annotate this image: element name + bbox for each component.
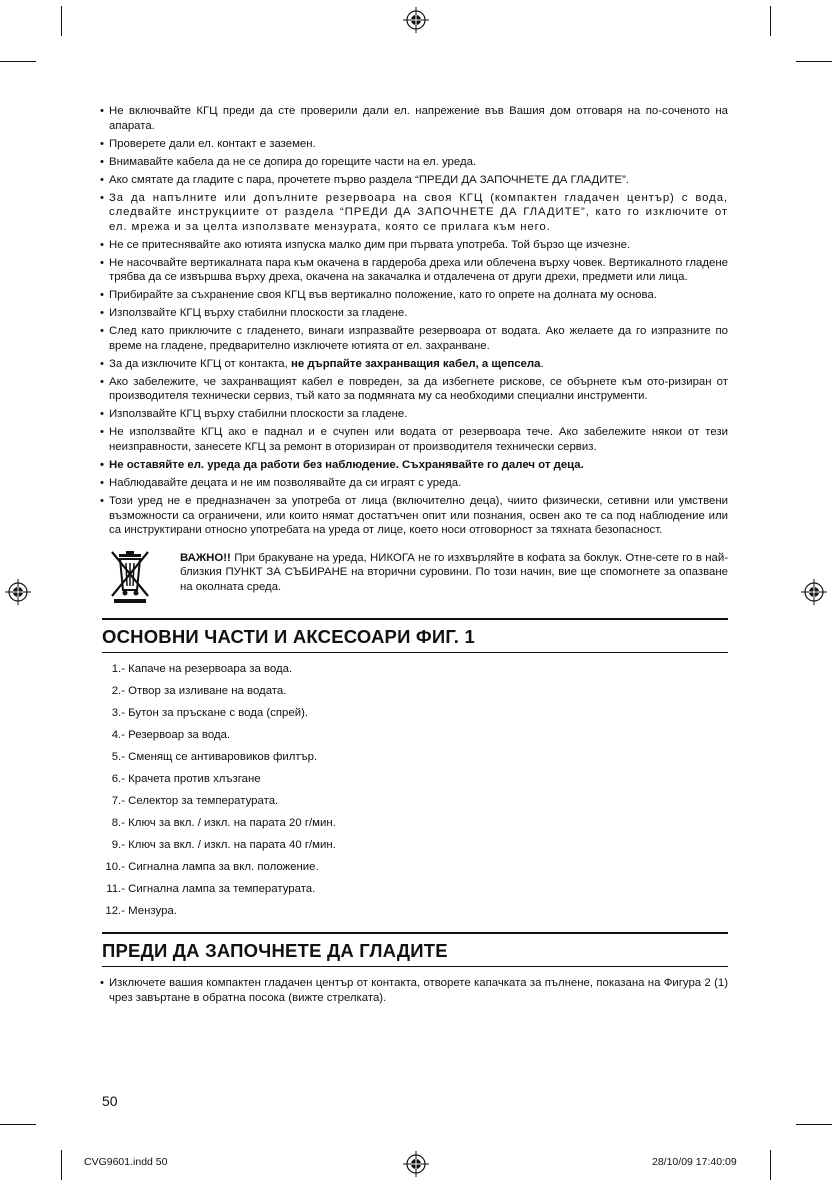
warning-item: • Не оставяйте ел. уреда да работи без наблюдение. Съхранявайте го далеч от деца.	[102, 458, 728, 473]
page-content	[102, 104, 728, 1009]
registration-mark-icon	[801, 579, 827, 605]
item-label: Сигнална лампа за температурата.	[128, 882, 316, 895]
list-item	[102, 904, 728, 919]
list-item: • Изключете вашия компактен гладачен център от контакта, отворете капачката за пълнене, показана на Фигура 2 (1) чрез завъртане в обратна посока (вижте стрелката).	[102, 976, 728, 1005]
list-item: • След като приключите с гладенето, винаги изпразвайте резервоара от водата. Ако желаете да го изпразните по време на гладене, предварително изключете ютията от ел. захранване.	[102, 324, 728, 353]
list-item	[102, 706, 728, 721]
list-item: • Този уред не е предназначен за употреба от лица (включително деца), чиито физически, сетивни или умствени възможности са ограничени, или които нямат достатъчен опит или познания, освен ако те са под наблюдение или са инструктирани относно употребата на уреда от лице, което носи отговорност за тяхната безопасност.	[102, 494, 728, 538]
weee-text	[180, 548, 728, 604]
item-number: 3.-	[111, 706, 125, 719]
weee-body: При бракуване на уреда, НИКОГА не го изхвърляйте в кофата за боклук. Отне-сете го в най-близкия ПУНКТ ЗА СЪБИРАНЕ на вторични суровини. По този начин, вие ще спомогнете за опазване на околната среда.	[180, 551, 728, 593]
list-item	[102, 750, 728, 765]
unplug-end: .	[540, 357, 544, 370]
list-item	[102, 794, 728, 809]
list-item: • Не включвайте КГЦ преди да сте проверили дали ел. напрежение във Вашия дом отговаря на по-соченото на апарата.	[102, 104, 728, 133]
item-label: Бутон за пръскане с вода (спрей).	[128, 706, 309, 719]
item-number: 11.-	[106, 882, 125, 895]
unplug-emphasis: не дърпайте захранващия кабел, а щепсела	[290, 357, 541, 370]
weee-notice	[102, 548, 728, 604]
section-header-before-ironing	[102, 932, 728, 967]
crop-mark	[0, 1124, 36, 1125]
item-label: Крачета против хлъзгане	[128, 772, 261, 785]
list-item: • Прибирайте за съхранение своя КГЦ във вертикално положение, като го опрете на долната му основа.	[102, 288, 728, 303]
item-label: Отвор за изливане на водата.	[128, 684, 287, 697]
item-label: Капаче на резервоара за вода.	[128, 662, 293, 675]
list-item	[102, 882, 728, 897]
list-item: • Използвайте КГЦ върху стабилни плоскости за гладене.	[102, 306, 728, 321]
crop-mark	[796, 61, 832, 62]
page-number: 50	[102, 1093, 118, 1109]
item-number: 2.-	[111, 684, 125, 697]
list-item: • Не се притеснявайте ако ютията изпуска малко дим при първата употреба. Той бързо ще изчезне.	[102, 238, 728, 253]
list-item: • За да напълните или допълните резервоара на своя КГЦ (компактен гладачен център) с вода, следвайте инструкциите от раздела “ПРЕДИ ДА ЗАПОЧНЕТЕ ДА ГЛАДИТЕ”, като го изключите от ел. мрежа и за целта използвате мензурата, която се прилага към него.	[102, 191, 728, 235]
before-ironing-list	[102, 976, 728, 1005]
list-item: • Внимавайте кабела да не се допира до горещите части на ел. уреда.	[102, 155, 728, 170]
item-label: Ключ за вкл. / изкл. на парата 20 г/мин.	[128, 816, 336, 829]
list-item	[102, 662, 728, 677]
item-number: 12.-	[105, 904, 125, 917]
item-number: 1.-	[111, 662, 125, 675]
list-item	[102, 816, 728, 831]
crop-mark	[61, 6, 62, 36]
list-item-unplug	[102, 357, 728, 372]
crop-mark	[796, 1124, 832, 1125]
item-label: Резервоар за вода.	[128, 728, 231, 741]
list-item: • Не използвайте КГЦ ако е паднал и е счупен или водата от резервоара тече. Ако забележите някои от тези неизправности, занесете КГЦ за ремонт в оторизиран от производителя технически сервиз.	[102, 425, 728, 454]
crop-mark	[61, 1150, 62, 1180]
item-number: 4.-	[111, 728, 125, 741]
registration-mark-icon	[403, 7, 429, 33]
weee-important: ВАЖНО!!	[180, 551, 231, 564]
list-item	[102, 772, 728, 787]
item-number: 9.-	[111, 838, 125, 851]
list-item	[102, 728, 728, 743]
item-label: Сигнална лампа за вкл. положение.	[128, 860, 319, 873]
item-number: 10.-	[105, 860, 125, 873]
item-label: Ключ за вкл. / изкл. на парата 40 г/мин.	[128, 838, 336, 851]
item-number: 7.-	[111, 794, 125, 807]
section-header-parts	[102, 618, 728, 653]
list-item: • Ако забележите, че захранващият кабел е повреден, за да избегнете рискове, се обърнете към ото-ризиран от производителя технически сервиз, тъй като за подмяната му са необходими специални инструменти.	[102, 375, 728, 404]
crossed-bin-icon	[106, 548, 154, 604]
crop-mark	[770, 6, 771, 36]
section-title: ПРЕДИ ДА ЗАПОЧНЕТЕ ДА ГЛАДИТЕ	[102, 940, 448, 962]
slug-date: 28/10/09 17:40:09	[652, 1156, 737, 1168]
item-number: 8.-	[111, 816, 125, 829]
unplug-text: За да изключите КГЦ от контакта,	[109, 357, 291, 370]
item-label: Мензура.	[128, 904, 177, 917]
section-title: ОСНОВНИ ЧАСТИ И АКСЕСОАРИ ФИГ. 1	[102, 625, 475, 647]
list-item: • Ако смятате да гладите с пара, прочетете първо раздела “ПРЕДИ ДА ЗАПОЧНЕТЕ ДА ГЛАДИТЕ”.	[102, 173, 728, 188]
item-number: 6.-	[111, 772, 125, 785]
list-item: • Проверете дали ел. контакт е заземен.	[102, 137, 728, 152]
item-label: Селектор за температурата.	[128, 794, 279, 807]
item-label: Сменящ се антиваровиков филтър.	[128, 750, 318, 763]
safety-list	[102, 104, 728, 538]
crop-mark	[0, 61, 36, 62]
registration-mark-icon	[403, 1151, 429, 1177]
list-item	[102, 684, 728, 699]
registration-mark-icon	[5, 579, 31, 605]
list-item: • Използвайте КГЦ върху стабилни плоскости за гладене.	[102, 407, 728, 422]
list-item: • Наблюдавайте децата и не им позволявайте да си играят с уреда.	[102, 476, 728, 491]
list-item: • Не насочвайте вертикалната пара към окачена в гардероба дреха или облечена върху човек. Вертикалното гладене трябва да се извършва върху дреха, окачена на закачалка и отдалечена от други дрехи, предмети или лица.	[102, 256, 728, 285]
list-item	[102, 838, 728, 853]
crop-mark	[770, 1150, 771, 1180]
parts-list	[102, 662, 728, 918]
list-item	[102, 860, 728, 875]
slug-file: CVG9601.indd 50	[84, 1156, 168, 1168]
item-number: 5.-	[111, 750, 125, 763]
